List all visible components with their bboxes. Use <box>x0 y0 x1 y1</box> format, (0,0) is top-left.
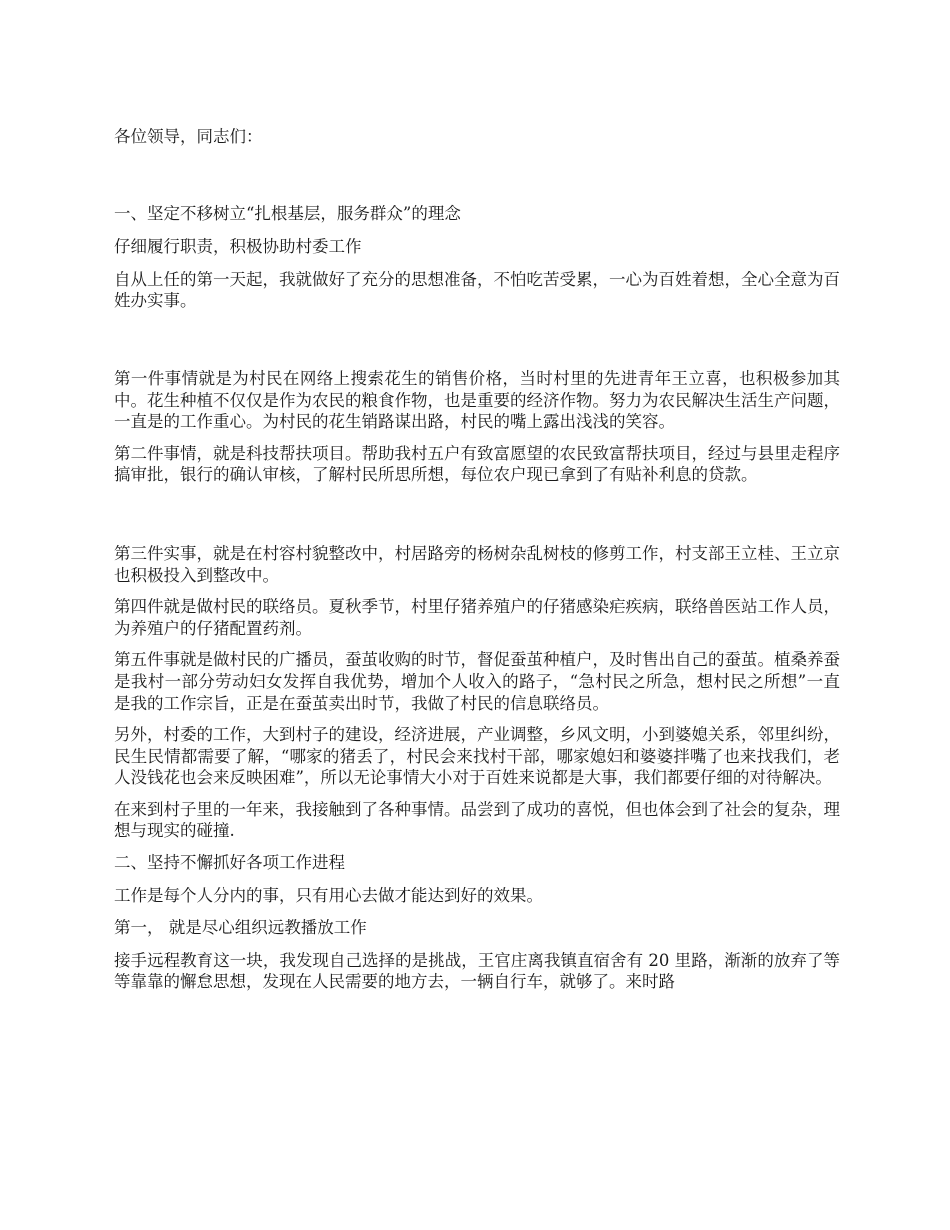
first-point-heading: 第一， 就是尽心组织远教播放工作 <box>114 918 367 938</box>
section-2-heading: 二、坚持不懈抓好各项工作进程 <box>114 853 345 873</box>
remote-education-paragraph: 接手远程教育这一块，我发现自己选择的是挑战，王官庄离我镇直宿舍有 20 里路，渐渐的放弃了等等靠靠的懈怠思想，发现在人民需要的地方去，一辆自行车，就够了。来时路 <box>114 950 840 992</box>
section-1-heading: 一、坚定不移树立“扎根基层，服务群众”的理念 <box>114 203 461 223</box>
item-3-paragraph: 第三件实事，就是在村容村貌整改中，村居路旁的杨树杂乱树枝的修剪工作，村支部王立桂、王立京也积极投入到整改中。 <box>114 543 840 585</box>
item-4-paragraph: 第四件就是做村民的联络员。夏秋季节，村里仔猪养殖户的仔猪感染疟疾病，联络兽医站工作人员，为养殖户的仔猪配置药剂。 <box>114 597 840 638</box>
intro-paragraph: 自从上任的第一天起，我就做好了充分的思想准备，不怕吃苦受累，一心为百姓着想，全心全意为百姓办实事。 <box>114 269 840 311</box>
section-2-intro: 工作是每个人分内的事，只有用心去做才能达到好的效果。 <box>114 885 543 905</box>
section-1-subheading: 仔细履行职责，积极协助村委工作 <box>114 237 362 257</box>
other-work-paragraph: 另外，村委的工作，大到村子的建设，经济进展，产业调整，乡风文明，小到婆媳关系，邻里纠纷，民生民情都需要了解，“哪家的猪丢了，村民会来找村干部，哪家媳妇和婆婆拌嘴了也来找我们，老人没钱花也会来反映困难”，所以无论事情大小对于百姓来说都是大事，我们都要仔细的对待解决。 <box>114 725 840 788</box>
item-5-paragraph: 第五件事就是做村民的广播员，蚕茧收购的时节，督促蚕茧种植户，及时售出自己的蚕茧。植桑养蚕是我村一部分劳动妇女发挥自我优势，增加个人收入的路子，“急村民之所急，想村民之所想”一直是我的工作宗旨，正是在蚕茧卖出时节，我做了村民的信息联络员。 <box>114 650 840 713</box>
document-body <box>114 126 840 993</box>
item-2-paragraph: 第二件事情，就是科技帮扶项目。帮助我村五户有致富愿望的农民致富帮扶项目，经过与县里走程序搞审批，银行的确认审核，了解村民所思所想，每位农户现已拿到了有贴补利息的贷款。 <box>114 443 840 485</box>
item-1-paragraph: 第一件事情就是为村民在网络上搜索花生的销售价格，当时村里的先进青年王立喜，也积极参加其中。花生种植不仅仅是作为农民的粮食作物，也是重要的经济作物。努力为农民解决生活生产问题，一直是的工作重心。为村民的花生销路谋出路，村民的嘴上露出浅浅的笑容。 <box>114 368 840 432</box>
greeting: 各位领导，同志们： <box>114 127 263 146</box>
reflection-paragraph: 在来到村子里的一年来，我接触到了各种事情。品尝到了成功的喜悦，但也体会到了社会的复杂，理想与现实的碰撞. <box>114 799 840 841</box>
